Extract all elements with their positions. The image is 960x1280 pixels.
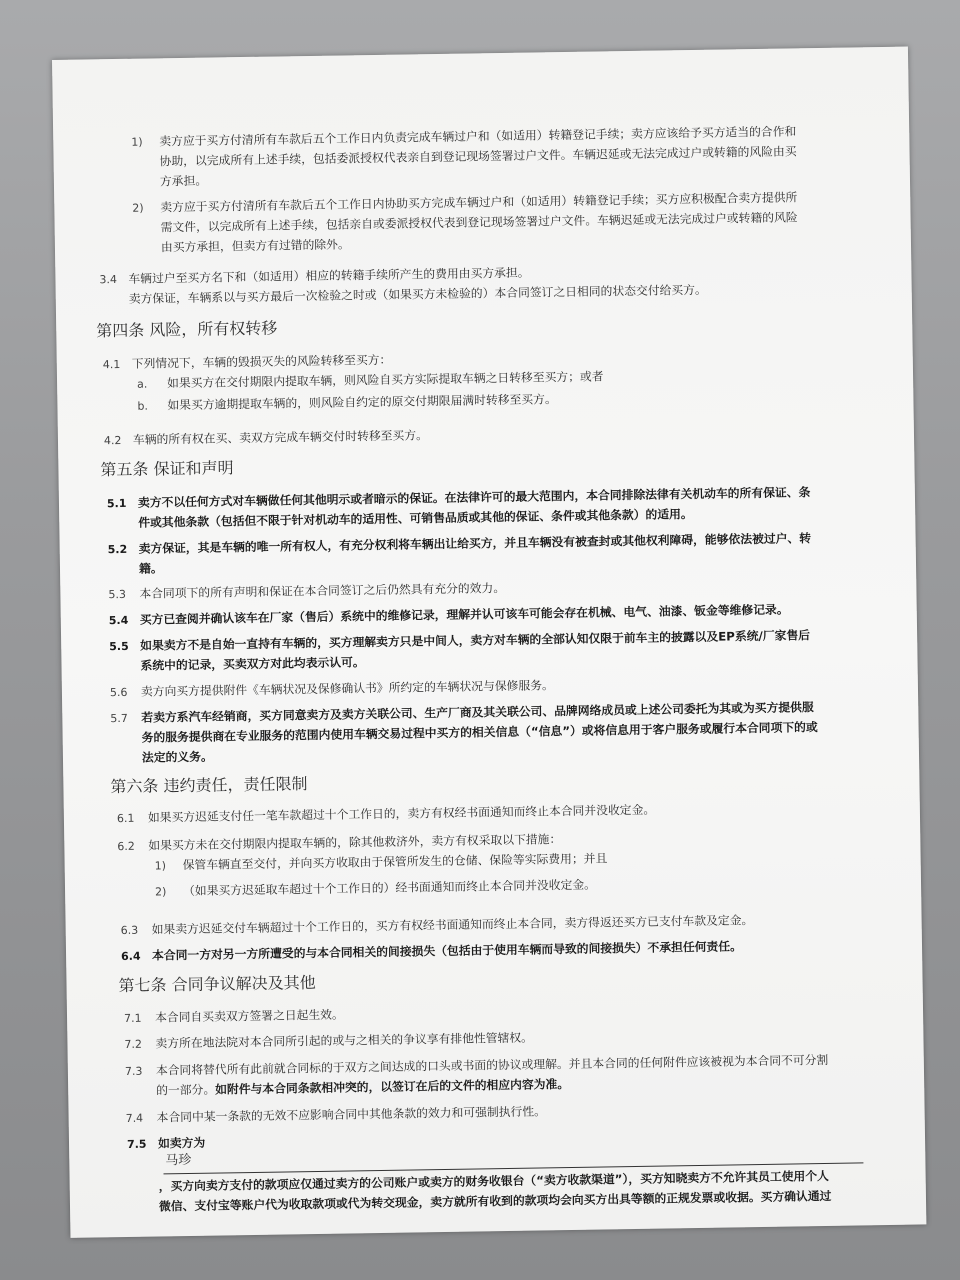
clause-number: 5.2 bbox=[107, 542, 128, 557]
sub-item-text: 需文件，以完成所有上述手续，包括亲自或委派授权代表到登记现场签署过户文件。车辆迟延或无法完成过户或转籍的风险 bbox=[160, 210, 798, 235]
sub-item-text: 卖方应于买方付清所有车款后五个工作日内协助买方完成车辆过户和（如适用）转籍登记手续；买方应积极配合卖方提供所 bbox=[160, 190, 798, 215]
clause-text: 务的服务提供商在专业服务的范围内使用车辆交易过程中买方的相关信息（“信息”）或将信息用于客户服务或履行本合同项下的或 bbox=[141, 720, 818, 745]
clause-text: 若卖方系汽车经销商，买方同意卖方及卖方关联公司、生产厂商及其关联公司、品牌网络成员或上述公司委托为其或为买方提供服 bbox=[141, 700, 814, 725]
clause-text: 如果卖方迟延交付车辆超过十个工作日的，买方有权经书面通知而终止本合同，卖方得返还买方已支付车款及定金。 bbox=[151, 913, 754, 937]
sub-item-text: 协助，以完成所有上述手续，包括委派授权代表亲自到登记现场签署过户文件。车辆迟延或无法完成过户或转籍的风险由买 bbox=[159, 144, 797, 169]
clause-text: 卖方保证，车辆系以与买方最后一次检验之时或（如果买方未检验的）本合同签订之日相同的状态交付给买方。 bbox=[128, 282, 707, 306]
list-text: 如果买方在交付期限内提取车辆，则风险自买方实际提取车辆之日转移至买方；或者 bbox=[166, 369, 604, 391]
clause-number: 5.6 bbox=[109, 685, 128, 700]
clause-text: 买方已查阅并确认该车在厂家（售后）系统中的维修记录，理解并认可该车可能会存在机械、电气、油漆、钣金等维修记录。 bbox=[139, 602, 789, 627]
clause-text: 法定的义务。 bbox=[141, 749, 213, 765]
clause-text: 本合同将替代所有此前就合同标的于双方之间达成的口头或书面的协议或理解。并且本合同的任何附件应该被视为本合同不可分割 bbox=[155, 1052, 829, 1078]
clause-text: 本合同一方对另一方所遭受的与本合同相关的间接损失（包括由于使用车辆而导致的间接损失）不承担任何责任。 bbox=[151, 939, 742, 963]
list-text: 如果买方逾期提取车辆的，则风险自约定的原交付期限届满时转移至买方。 bbox=[167, 392, 557, 413]
clause-number: 5.5 bbox=[109, 639, 129, 654]
clause-text: 车辆的所有权在买、卖双方完成车辆交付时转移至买方。 bbox=[132, 428, 428, 447]
clause-text-plain: 的一部分。 bbox=[156, 1082, 216, 1098]
sub-item-number: 1) bbox=[131, 135, 143, 149]
clause-number: 5.1 bbox=[106, 496, 127, 511]
list-label: a. bbox=[137, 377, 148, 391]
sub-item-number: 1) bbox=[154, 859, 167, 873]
clause-text: 卖方向买方提供附件《车辆状况及保修确认书》所约定的车辆状况与保修服务。 bbox=[140, 678, 554, 699]
sub-item-text: 保管车辆直至交付，并向买方收取由于保管所发生的仓储、保险等实际费用；并且 bbox=[182, 851, 608, 873]
clause-number: 4.1 bbox=[102, 357, 121, 372]
clause-number: 7.3 bbox=[124, 1064, 143, 1078]
clause-text: 下列情况下，车辆的毁损灭失的风险转移至买方： bbox=[131, 352, 392, 371]
clause-text: 如果买方未在交付期限内提取车辆的，除其他救济外，卖方有权采取以下措施： bbox=[148, 832, 562, 853]
section-heading: 第六条 违约责任，责任限制 bbox=[110, 774, 308, 797]
clause-number: 6.2 bbox=[117, 839, 135, 854]
clause-text: 卖方保证，其是车辆的唯一所有权人，有充分权利将车辆出让给买方，并且车辆没有被查封或其他权利障碍，能够依法被过户、转 bbox=[138, 531, 812, 556]
document-page bbox=[52, 47, 926, 1238]
clause-text: 如果买方迟延支付任一笔车款超过十个工作日的，卖方有权经书面通知而终止本合同并没收定金。 bbox=[147, 802, 656, 825]
clause-number: 4.2 bbox=[103, 433, 122, 448]
clause-text: 如果卖方不是自始一直持有车辆的，买方理解卖方只是中间人，卖方对车辆的全部认知仅限于前车主的披露以及EP系统/厂家售后 bbox=[140, 628, 811, 653]
sub-item-text: （如果买方迟延取车超过十个工作日的）经书面通知而终止本合同并没收定金。 bbox=[182, 877, 597, 899]
sub-item-text: 方承担。 bbox=[159, 173, 208, 189]
clause-text: ，买方向卖方支付的款项应仅通过卖方的公司账户或卖方的财务收银台（“卖方收款渠道”），买方知晓卖方不允许其员工使用个人 bbox=[158, 1168, 829, 1194]
clause-number: 6.1 bbox=[116, 811, 135, 826]
clause-text: 籍。 bbox=[138, 561, 163, 576]
clause-number: 5.4 bbox=[108, 613, 129, 628]
clause-number: 7.1 bbox=[123, 1011, 142, 1025]
section-heading: 第四条 风险，所有权转移 bbox=[96, 318, 278, 341]
sub-item-number: 2) bbox=[132, 201, 144, 215]
clause-text: 如卖方为 bbox=[157, 1135, 206, 1151]
clause-text: 本合同自买卖双方签署之日起生效。 bbox=[154, 1007, 344, 1025]
filled-in-text: 马珍 bbox=[165, 1152, 192, 1169]
clause-text: 本合同中某一条款的无效不应影响合同中其他条款的效力和可强制执行性。 bbox=[156, 1104, 546, 1125]
clause-text: 系统中的记录，买卖双方对此均表示认可。 bbox=[140, 655, 365, 673]
clause-text: 本合同项下的所有声明和保证在本合同签订之后仍然具有充分的效力。 bbox=[139, 580, 506, 601]
clause-text: 卖方所在地法院对本合同所引起的或与之相关的争议享有排他性管辖权。 bbox=[155, 1030, 534, 1051]
section-heading: 第五条 保证和声明 bbox=[100, 458, 234, 480]
clause-number: 3.4 bbox=[99, 273, 118, 287]
clause-text-bold: 如附件与本合同条款相冲突的，以签订在后的文件的相应内容为准。 bbox=[215, 1077, 570, 1097]
clause-text: 卖方不以任何方式对车辆做任何其他明示或者暗示的保证。在法律许可的最大范围内，本合同排除法律有关机动车的所有保证、条 bbox=[137, 485, 811, 510]
clause-number: 7.2 bbox=[124, 1037, 143, 1051]
list-label: b. bbox=[137, 399, 149, 413]
section-heading: 第七条 合同争议解决及其他 bbox=[118, 972, 316, 996]
clause-text: 车辆过户至买方名下和（如适用）相应的转籍手续所产生的费用由买方承担。 bbox=[128, 265, 530, 286]
clause-text: 件或其他条款（包括但不限于针对机动车的适用性、可销售品质或其他的保证、条件或其他条款）的适用。 bbox=[138, 506, 693, 530]
sub-item-number: 2) bbox=[154, 885, 167, 899]
clause-number: 6.3 bbox=[120, 923, 139, 938]
clause-number: 7.5 bbox=[126, 1137, 147, 1151]
sub-item-text: 卖方应于买方付清所有车款后五个工作日内负责完成车辆过户和（如适用）转籍登记手续；卖方应该给予买方适当的合作和 bbox=[159, 124, 797, 149]
clause-number: 6.4 bbox=[120, 949, 141, 964]
clause-number: 5.3 bbox=[108, 587, 127, 602]
clause-text: 微信、支付宝等账户代为收取款项或代为转交现金，卖方就所有收到的款项均会向买方出具等额的正规发票或收据。买方确认通过 bbox=[158, 1188, 832, 1214]
clause-number: 5.7 bbox=[110, 711, 128, 726]
clause-number: 7.4 bbox=[125, 1111, 144, 1125]
sub-item-text: 由买方承担，但卖方有过错的除外。 bbox=[160, 237, 350, 255]
